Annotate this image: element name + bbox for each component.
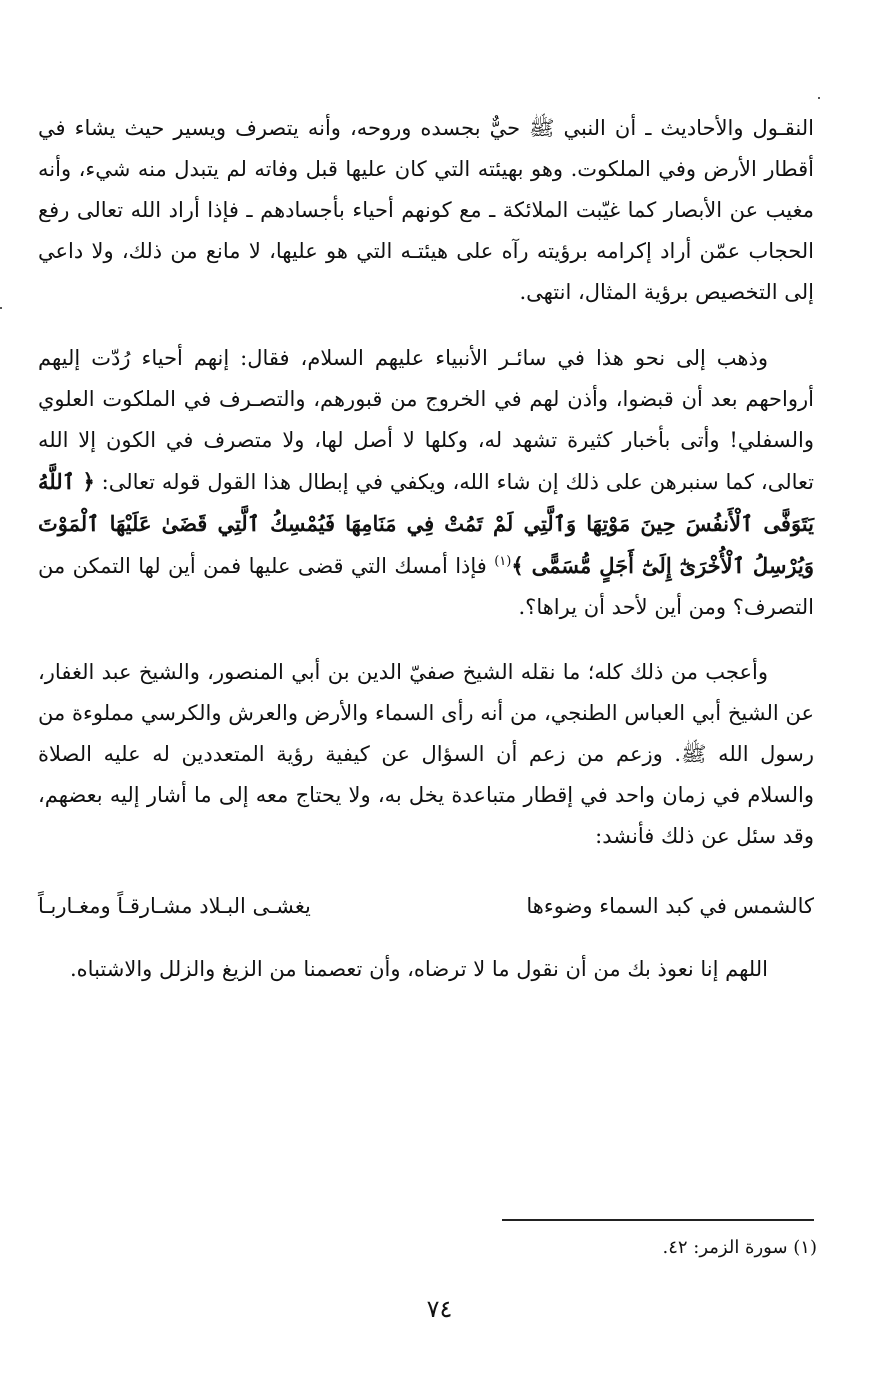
footnote-divider [502,1219,814,1221]
paragraph-2-text: وذهب إلى نحو هذا في سائـر الأنبياء عليهم السلام، فقال: إنهم أحياء رُدّت إليهم أرواحهم بعد أن قبضوا، وأذن لهم في الخروج من قبورهم، والتصـرف في الملكوت العلوي والسفلي! وأتى بأخبار كثيرة تشهد له، وكلها لا أصل لها، ولا متصرف في الكون إلا الله تعالى، كما سنبرهن على ذلك إن شاء الله، ويكفي في إبطال هذا القول قوله تعالى: [38,346,814,494]
paragraph-3: وأعجب من ذلك كله؛ ما نقله الشيخ صفيّ الدين بن أبي المنصور، والشيخ عبد الغفار، عن الشيخ أبي العباس الطنجي، من أنه رأى السماء والأرض والعرش والكرسي مملوءة من رسول الله ﷺ. وزعم من زعم أن السؤال عن كيفية رؤية المتعددين له عليه الصلاة والسلام في زمان واحد في إقطار متباعدة يخل به، ولا يحتاج معه إلى ما أشار إليه بعضهم، وقد سئل عن ذلك فأنشد: [38,660,814,848]
paragraph-2-continuation: فإذا أمسك التي قضى عليها فمن أين لها التمكن من التصرف؟ ومن أين لأحد أن يراها؟. [38,554,814,619]
page-body [38,108,814,990]
footnote-reference: (١) [494,554,512,569]
quran-verse: ﴿ ٱللَّهُ يَتَوَفَّى ٱلْأَنفُسَ حِينَ مَوْتِهَا وَٱلَّتِي لَمْ تَمُتْ فِي مَنَامِهَا فَيُمْسِكُ ٱلَّتِي قَضَىٰ عَلَيْهَا ٱلْمَوْتَ وَيُرْسِلُ ٱلْأُخْرَىٰٓ إِلَىٰٓ أَجَلٍ مُّسَمًّى ﴾ [38,469,814,578]
footnote: (١) سورة الزمر: ٤٢. [662,1237,817,1258]
poetry-verse [38,886,814,927]
paragraph-4: اللهم إنا نعوذ بك من أن نقول ما لا ترضاه، وأن تعصمنا من الزيغ والزلل والاشتباه. [70,957,768,981]
verse-hemistich-2: يغشـى البـلاد مشـارقـاً ومغـاربـاً [38,894,311,918]
verse-hemistich-1: كالشمس في كبد السماء وضوءها [526,894,814,918]
margin-speck [0,307,2,309]
margin-speck [818,97,820,99]
paragraph-2 [38,338,814,628]
paragraph-1: النقـول والأحاديث ـ أن النبي ﷺ حيٌّ بجسده وروحه، وأنه يتصرف ويسير حيث يشاء في أقطار الأرض وفي الملكوت. وهو بهيئته التي كان عليها قبل وفاته لم يتبدل منه شيء، وأنه مغيب عن الأبصار كما غيّبت الملائكة ـ مع كونهم أحياء بأجسادهم ـ فإذا أراد الله تعالى رفع الحجاب عمّن أراد إكرامه برؤيته رآه على هيئتـه التي هو عليها، لا مانع من ذلك، ولا داعي إلى التخصيص برؤية المثال، انتهى. [38,116,814,304]
page-number: ٧٤ [426,1295,453,1323]
